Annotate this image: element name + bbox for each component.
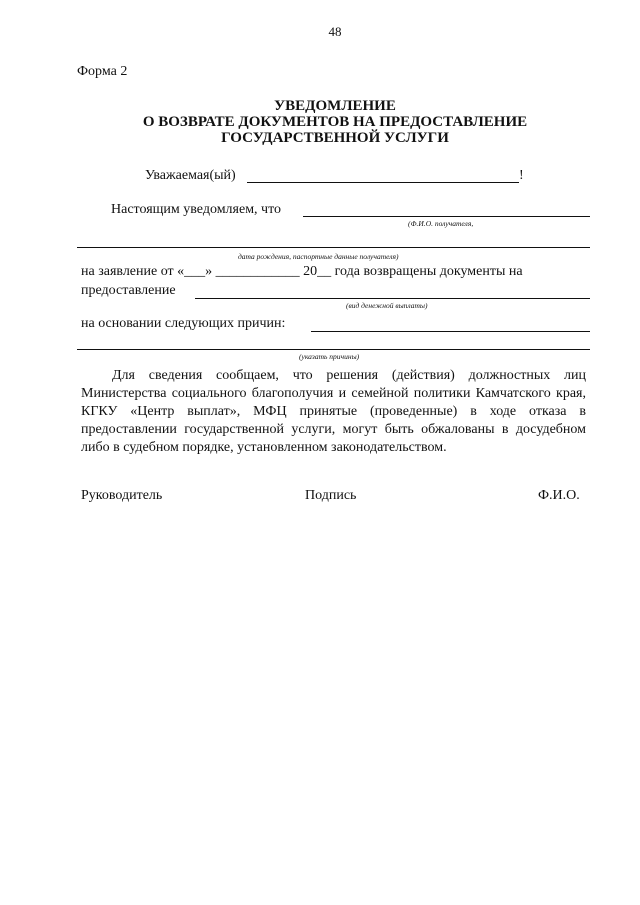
page-number: 48 xyxy=(328,24,342,39)
document-title-line-3: ГОСУДАРСТВЕННОЙ УСЛУГИ xyxy=(221,130,449,146)
document-title-line-1: УВЕДОМЛЕНИЕ xyxy=(274,98,396,114)
reasons-field-2[interactable] xyxy=(77,349,590,350)
reasons-caption: (указать причины) xyxy=(299,352,360,361)
form-label: Форма 2 xyxy=(77,64,128,79)
signature-sign-label: Подпись xyxy=(305,488,357,503)
appeal-paragraph: Для сведения сообщаем, что решения (действия) должностных лиц Министерства социального благополучия и семейной политики Камчатского края, КГКУ «Центр выплат», МФЦ принятые (проведенные) в ходе отказа в предоставлении государственной услуги, могут быть обжалованы в досудебном либо в судебном порядке, установленном законодательством. xyxy=(81,368,586,455)
reasons-label: на основании следующих причин: xyxy=(81,316,286,331)
application-text: на заявление от «___» ____________ 20__ года возвращены документы на xyxy=(81,264,523,279)
greeting-exclamation: ! xyxy=(519,168,524,183)
provision-label: предоставление xyxy=(81,283,176,298)
reasons-field-1[interactable] xyxy=(311,331,590,332)
greeting-label: Уважаемая(ый) xyxy=(145,168,236,183)
birth-passport-caption: дата рождения, паспортные данные получателя) xyxy=(238,252,399,261)
signature-head-label: Руководитель xyxy=(81,488,163,503)
signature-fio-label: Ф.И.О. xyxy=(538,488,580,503)
payment-type-caption: (вид денежной выплаты) xyxy=(346,301,428,310)
notice-label: Настоящим уведомляем, что xyxy=(111,202,282,217)
fio-caption: (Ф.И.О. получателя, xyxy=(408,219,474,228)
payment-type-field[interactable] xyxy=(195,298,590,299)
document-title-line-2: О ВОЗВРАТЕ ДОКУМЕНТОВ НА ПРЕДОСТАВЛЕНИЕ xyxy=(142,114,528,130)
recipient-name-field[interactable] xyxy=(247,182,519,183)
recipient-fio-field[interactable] xyxy=(303,216,590,217)
recipient-details-field[interactable] xyxy=(77,247,590,248)
